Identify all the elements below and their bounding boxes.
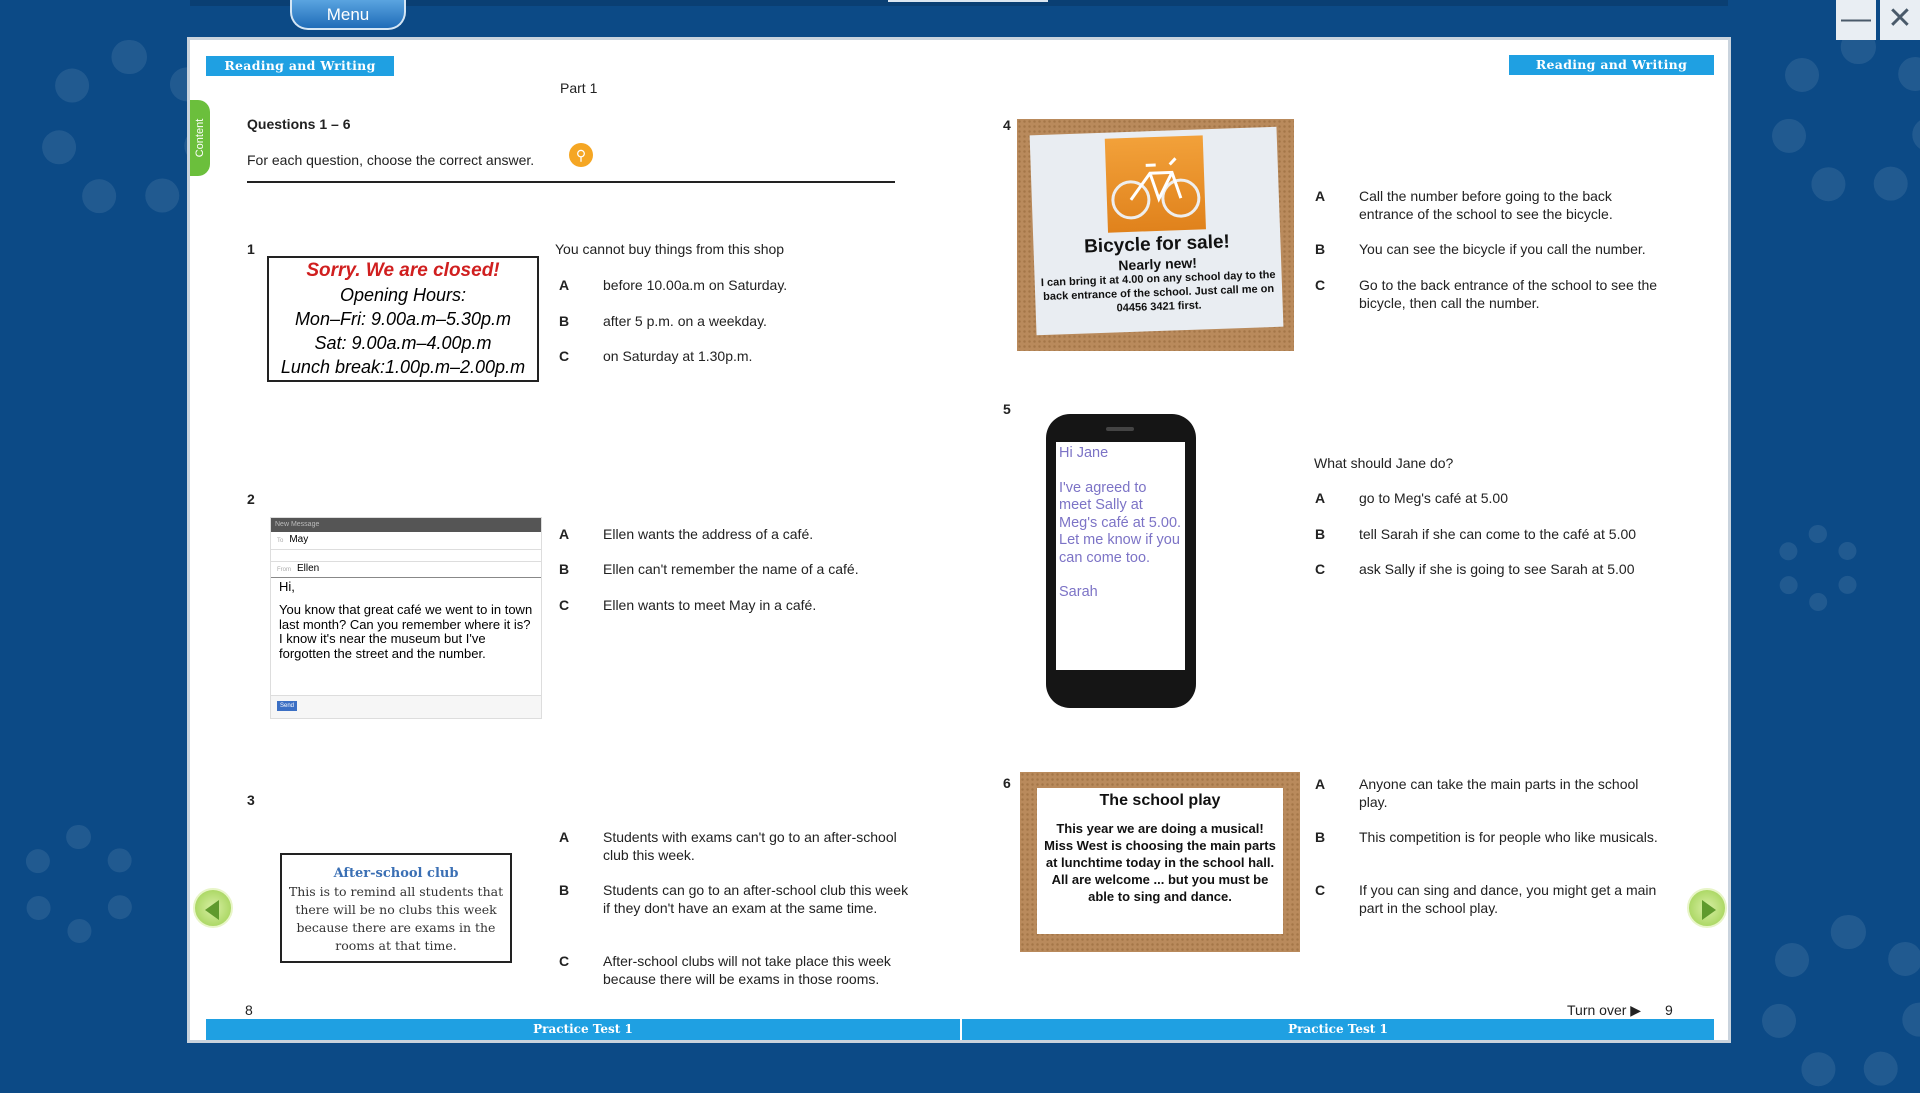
question-stem: You cannot buy things from this shop (555, 241, 785, 257)
email-greeting: Hi, (279, 579, 295, 594)
email-to-row (271, 532, 541, 550)
minimize-icon[interactable]: — (1836, 0, 1876, 40)
bicycle-photo (1104, 135, 1205, 232)
part-title: Part 1 (560, 80, 598, 96)
phone-screen (1056, 442, 1185, 670)
option-text[interactable]: Ellen wants to meet May in a café. (603, 597, 817, 613)
option-text[interactable]: tell Sarah if she can come to the café at 5.00 (1359, 526, 1637, 542)
board-body: This year we are doing a musical! Miss West is choosing the main parts at lunchtime today in the school hall. All are welcome ... but you must be able to sing and dance. (1044, 821, 1276, 904)
question-number: 1 (247, 241, 255, 257)
email-image (270, 517, 542, 719)
previous-page-button[interactable] (193, 888, 233, 928)
shop-sign (267, 256, 539, 382)
question-number: 2 (247, 491, 255, 507)
option-letter: A (1315, 188, 1326, 204)
option-letter: B (559, 882, 570, 898)
option-letter: B (559, 561, 570, 577)
option-letter: B (1315, 829, 1326, 845)
option-letter: C (559, 597, 570, 613)
option-text[interactable]: Students can go to an after-school club this week if they don't have an exam at the same time. (603, 882, 909, 916)
content-tab-label: Content (194, 118, 206, 158)
email-to-label: To (277, 538, 284, 544)
option-letter: A (1315, 490, 1326, 506)
notice-body: This is to remind all students that there will be no clubs this week because there are exams in the rooms at that time. (288, 884, 504, 953)
option-text[interactable]: on Saturday at 1.30p.m. (603, 348, 753, 364)
poster-title: Bicycle for sale! (1083, 231, 1231, 258)
sign-headline: Sorry. We are closed! (306, 260, 500, 281)
question-number: 6 (1003, 775, 1011, 791)
option-text[interactable]: This competition is for people who like musicals. (1359, 829, 1658, 845)
option-letter: C (1315, 882, 1326, 898)
option-letter: A (559, 277, 570, 293)
sign-line: Mon–Fri: 9.00a.m–5.30p.m (294, 309, 512, 329)
option-text[interactable]: Students with exams can't go to an after-school club this week. (603, 829, 897, 863)
left-page-footer: Practice Test 1 (206, 1019, 960, 1040)
question-number: 4 (1003, 117, 1011, 133)
option-text[interactable]: Ellen can't remember the name of a café. (603, 561, 859, 577)
question-stem: What should Jane do? (1314, 455, 1454, 471)
message-signoff: Sarah (1059, 584, 1098, 600)
email-from-label: From (277, 567, 291, 573)
background-decoration (1770, 30, 1920, 208)
phone-image (1046, 414, 1196, 708)
sign-line: Opening Hours: (339, 285, 467, 305)
option-text[interactable]: before 10.00a.m on Saturday. (603, 277, 788, 293)
option-text[interactable]: Anyone can take the main parts in the school play. (1359, 776, 1639, 810)
option-letter: C (559, 348, 570, 364)
right-page-header: Reading and Writing (1509, 55, 1714, 75)
page-number-left: 8 (245, 1002, 253, 1018)
option-text[interactable]: After-school clubs will not take place this week because there will be exams in those rooms. (603, 953, 891, 987)
close-icon[interactable]: ✕ (1880, 0, 1920, 40)
right-page-footer: Practice Test 1 (962, 1019, 1714, 1040)
question-number: 3 (247, 792, 255, 808)
board-paper (1037, 788, 1283, 934)
club-notice (280, 853, 512, 963)
option-letter: C (1315, 277, 1326, 293)
option-letter: B (1315, 241, 1326, 257)
email-send-button: Send (277, 701, 297, 711)
question-number: 5 (1003, 401, 1011, 417)
page-number-right: 9 (1665, 1002, 1673, 1018)
poster-body: I can bring it at 4.00 on any school day to the back entrance of the school. Just call me on 04456 3421 first. (1040, 268, 1276, 315)
questions-title: Questions 1 – 6 (247, 116, 351, 132)
email-from: Ellen (297, 563, 320, 574)
top-indicator (888, 0, 1048, 2)
option-letter: A (1315, 776, 1326, 792)
option-letter: A (559, 526, 570, 542)
notice-title: After-school club (333, 866, 459, 881)
bicycle-icon (1104, 135, 1205, 232)
option-letter: A (559, 829, 570, 845)
email-send-row (271, 695, 541, 718)
option-text[interactable]: If you can sing and dance, you might get a main part in the school play. (1359, 882, 1657, 916)
option-text[interactable]: after 5 p.m. on a weekday. (603, 313, 767, 329)
content-tab[interactable] (190, 100, 210, 176)
instructions: For each question, choose the correct answer. (247, 152, 535, 168)
option-letter: C (1315, 561, 1326, 577)
next-page-button[interactable] (1687, 888, 1727, 928)
key-icon[interactable]: ⚲ (569, 143, 593, 167)
turn-over: Turn over ▶ (1567, 1002, 1642, 1018)
option-letter: B (559, 313, 570, 329)
email-body: You know that great café we went to in town last month? Can you remember where it is? I know it's near the museum but I've forgotten the street and the number. (279, 602, 533, 661)
option-text[interactable]: You can see the bicycle if you call the number. (1359, 241, 1646, 257)
menu-button[interactable]: Menu (290, 0, 406, 30)
option-text[interactable]: go to Meg's café at 5.00 (1359, 490, 1508, 506)
email-cc-row (271, 550, 541, 562)
phone-speaker (1106, 427, 1134, 431)
email-titlebar: New Message (271, 518, 541, 532)
option-letter: B (1315, 526, 1326, 542)
sign-line: Sat: 9.00a.m–4.00p.m (314, 333, 492, 353)
option-text[interactable]: Go to the back entrance of the school to see the bicycle, then call the number. (1359, 277, 1658, 311)
option-text[interactable]: Call the number before going to the back entrance of the school to see the bicycle. (1359, 188, 1613, 222)
sign-line: Lunch break:1.00p.m–2.00p.m (280, 357, 526, 377)
background-decoration (1775, 525, 1861, 611)
left-page-header: Reading and Writing (206, 56, 394, 76)
board-title: The school play (1099, 792, 1221, 809)
background-decoration (20, 825, 138, 943)
background-decoration (1760, 915, 1920, 1093)
email-from-row (271, 562, 541, 578)
message-greeting: Hi Jane (1059, 445, 1109, 461)
bicycle-poster-board (1017, 119, 1294, 351)
email-to: May (289, 534, 309, 545)
message-body: I've agreed to meet Sally at Meg's café at 5.00. Let me know if you can come too. (1059, 479, 1182, 566)
instructions-divider (247, 181, 895, 183)
school-play-board (1020, 772, 1300, 952)
option-text[interactable]: ask Sally if she is going to see Sarah at 5.00 (1359, 561, 1635, 577)
option-letter: C (559, 953, 570, 969)
poster-paper (1030, 127, 1284, 335)
option-text[interactable]: Ellen wants the address of a café. (603, 526, 814, 542)
poster-subtitle: Nearly new! (1118, 254, 1198, 274)
